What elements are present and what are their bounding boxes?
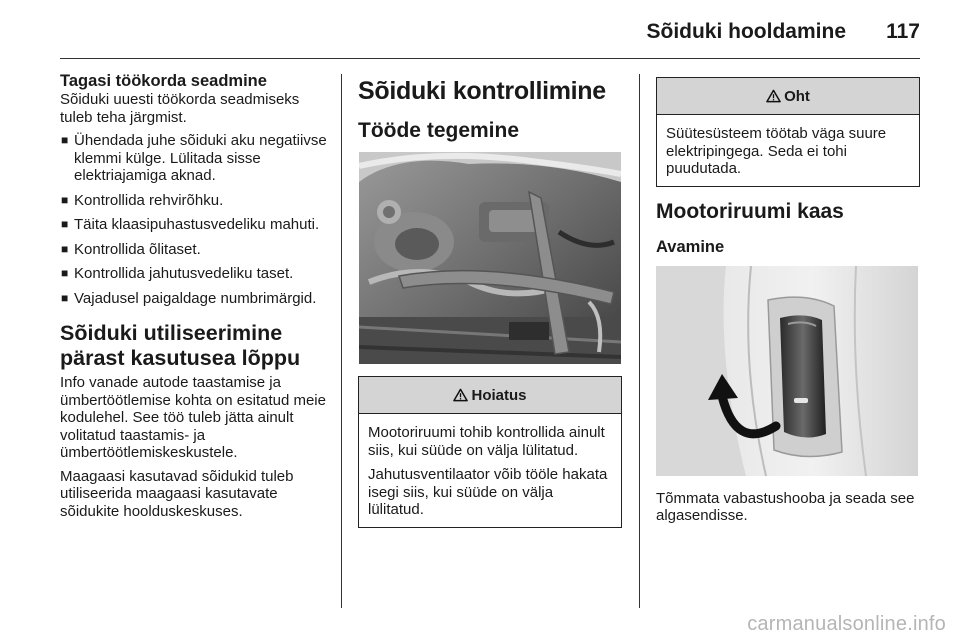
intro-text: Sõiduki uuesti töökorda seadmiseks tuleb teha järgmist. — [60, 91, 300, 126]
warning-box — [358, 376, 622, 528]
warning-text-1: Mootoriruumi tohib kontrollida ainult siis, kui süüde on välja lülitatud. — [368, 424, 605, 459]
warning-box-header — [359, 377, 621, 414]
warning-triangle-icon — [766, 89, 781, 103]
danger-box-body — [657, 115, 919, 186]
list-item: ■ Kontrollida rehvirõhku. — [61, 191, 224, 209]
warning-triangle-icon — [453, 388, 468, 402]
checklist — [60, 132, 332, 307]
end-of-life-para-2: Maagaasi kasutavad sõidukid tuleb utiliseerida maagaasi kasutavate sõidukite hoolduskeskuses. — [60, 467, 294, 520]
column-divider-1 — [341, 74, 342, 608]
warning-label: Hoiatus — [471, 386, 527, 404]
bullet-square-icon: ■ — [61, 133, 69, 147]
list-item: ■ Vajadusel paigaldage numbrimärgid. — [61, 289, 317, 307]
heading-reactivation: Tagasi töökorda seadmine — [60, 72, 267, 90]
header-divider — [60, 58, 920, 59]
danger-text: Süütesüsteem töötab väga suure elektripingega. Seda ei tohi puudutada. — [666, 125, 887, 177]
list-item: ■ Ühendada juhe sõiduki aku negatiivse klemmi külge. Lülitada sisse elektriajamiga aknad. — [61, 132, 327, 184]
column-middle — [358, 72, 622, 528]
chapter-title: Sõiduki hooldamine — [646, 20, 846, 43]
end-of-life-para-1: Info vanade autode taastamise ja ümbertöötlemise kohta on esitatud meie kodulehel. See töö tuleb jätta ainult volitatud taastamis- ja ümbertöötlemiskeskustele. — [60, 374, 326, 461]
page-header — [60, 0, 920, 58]
warning-box-body — [359, 414, 621, 527]
image-caption: Tõmmata vabastushooba ja seada see algasendisse. — [656, 489, 915, 524]
list-item: ■ Kontrollida õlitaset. — [61, 240, 201, 258]
release-lever-image — [656, 266, 918, 476]
list-item: ■ Kontrollida jahutusvedeliku taset. — [61, 265, 294, 282]
engine-bay-image — [359, 152, 621, 364]
bullet-square-icon: ■ — [61, 241, 69, 256]
danger-box-header — [657, 78, 919, 115]
danger-box — [656, 77, 920, 187]
column-divider-2 — [639, 74, 640, 608]
bullet-square-icon: ■ — [61, 266, 69, 280]
subsection-title: Tööde tegemine — [358, 119, 520, 142]
opening-subheading: Avamine — [656, 237, 725, 256]
hood-heading: Mootoriruumi kaas — [656, 199, 844, 223]
column-left — [60, 72, 332, 520]
section-title: Sõiduki kontrollimine — [358, 77, 606, 105]
list-item: ■ Täita klaasipuhastusvedeliku mahuti. — [61, 216, 320, 233]
danger-label: Oht — [784, 87, 810, 105]
bullet-square-icon: ■ — [61, 192, 69, 207]
warning-text-2: Jahutusventilaator võib tööle hakata isegi siis, kui süüde on välja lülitatud. — [368, 466, 608, 518]
heading-end-of-life: Sõiduki utiliseerimine pärast kasutusea lõppu — [60, 321, 301, 370]
column-right — [656, 72, 920, 525]
watermark: carmanualsonline.info — [747, 613, 946, 635]
bullet-square-icon: ■ — [61, 217, 69, 231]
page-number: 117 — [886, 20, 920, 43]
bullet-square-icon: ■ — [61, 290, 69, 305]
